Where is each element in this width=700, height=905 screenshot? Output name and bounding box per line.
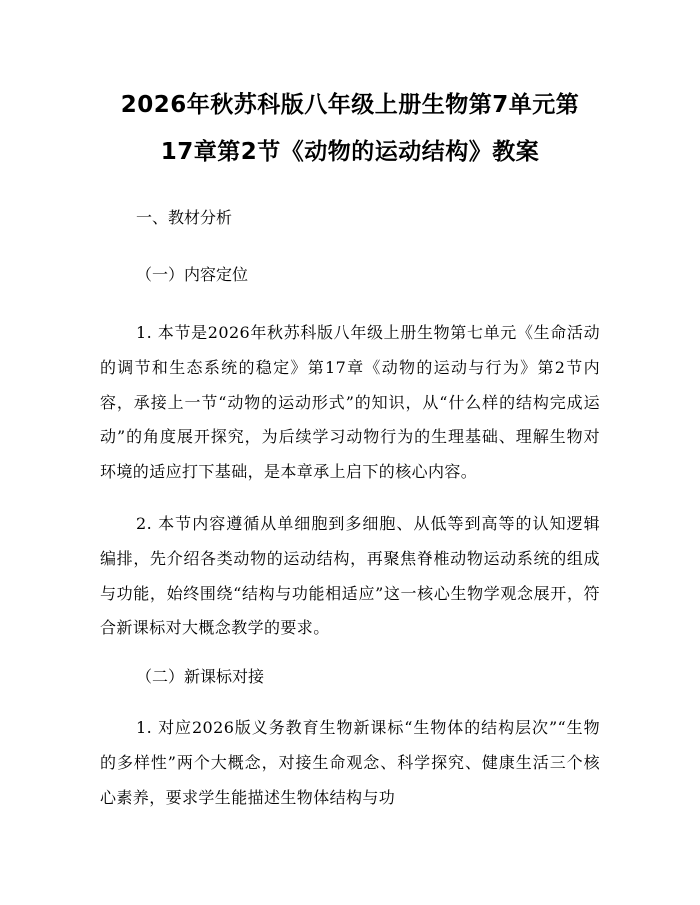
- section-heading: 一、教材分析: [136, 208, 233, 227]
- paragraph: 1. 对应2026版义务教育生物新课标“生物体的结构层次”“生物的多样性”两个大概念，对接生命观念、科学探究、健康生活三个核心素养，要求学生能描述生物体结构与功: [100, 718, 600, 807]
- subsection-heading-content-positioning: （一）内容定位: [136, 265, 249, 284]
- paragraph: 2. 本节内容遵循从单细胞到多细胞、从低等到高等的认知逻辑编排，先介绍各类动物的运动结构，再聚焦脊椎动物运动系统的组成与功能，始终围绕“结构与功能相适应”这一核心生物学观念展开，符合新课标对大概念教学的要求。: [100, 513, 600, 638]
- title-line-1: 2026年秋苏科版八年级上册生物第7单元第: [120, 92, 580, 118]
- subsection-heading-curriculum-alignment: （二）新课标对接: [136, 667, 265, 687]
- document-title: [100, 82, 600, 176]
- paragraph: 1. 本节是2026年秋苏科版八年级上册生物第七单元《生命活动的调节和生态系统的稳定》第17章《动物的运动与行为》第2节内容，承接上一节“动物的运动形式”的知识，从“什么样的结构完成运动”的角度展开探究，为后续学习动物行为的生理基础、理解生物对环境的适应打下基础，是本章承上启下的核心内容。: [100, 323, 600, 482]
- title-line-2: 17章第2节《动物的运动结构》教案: [160, 139, 540, 165]
